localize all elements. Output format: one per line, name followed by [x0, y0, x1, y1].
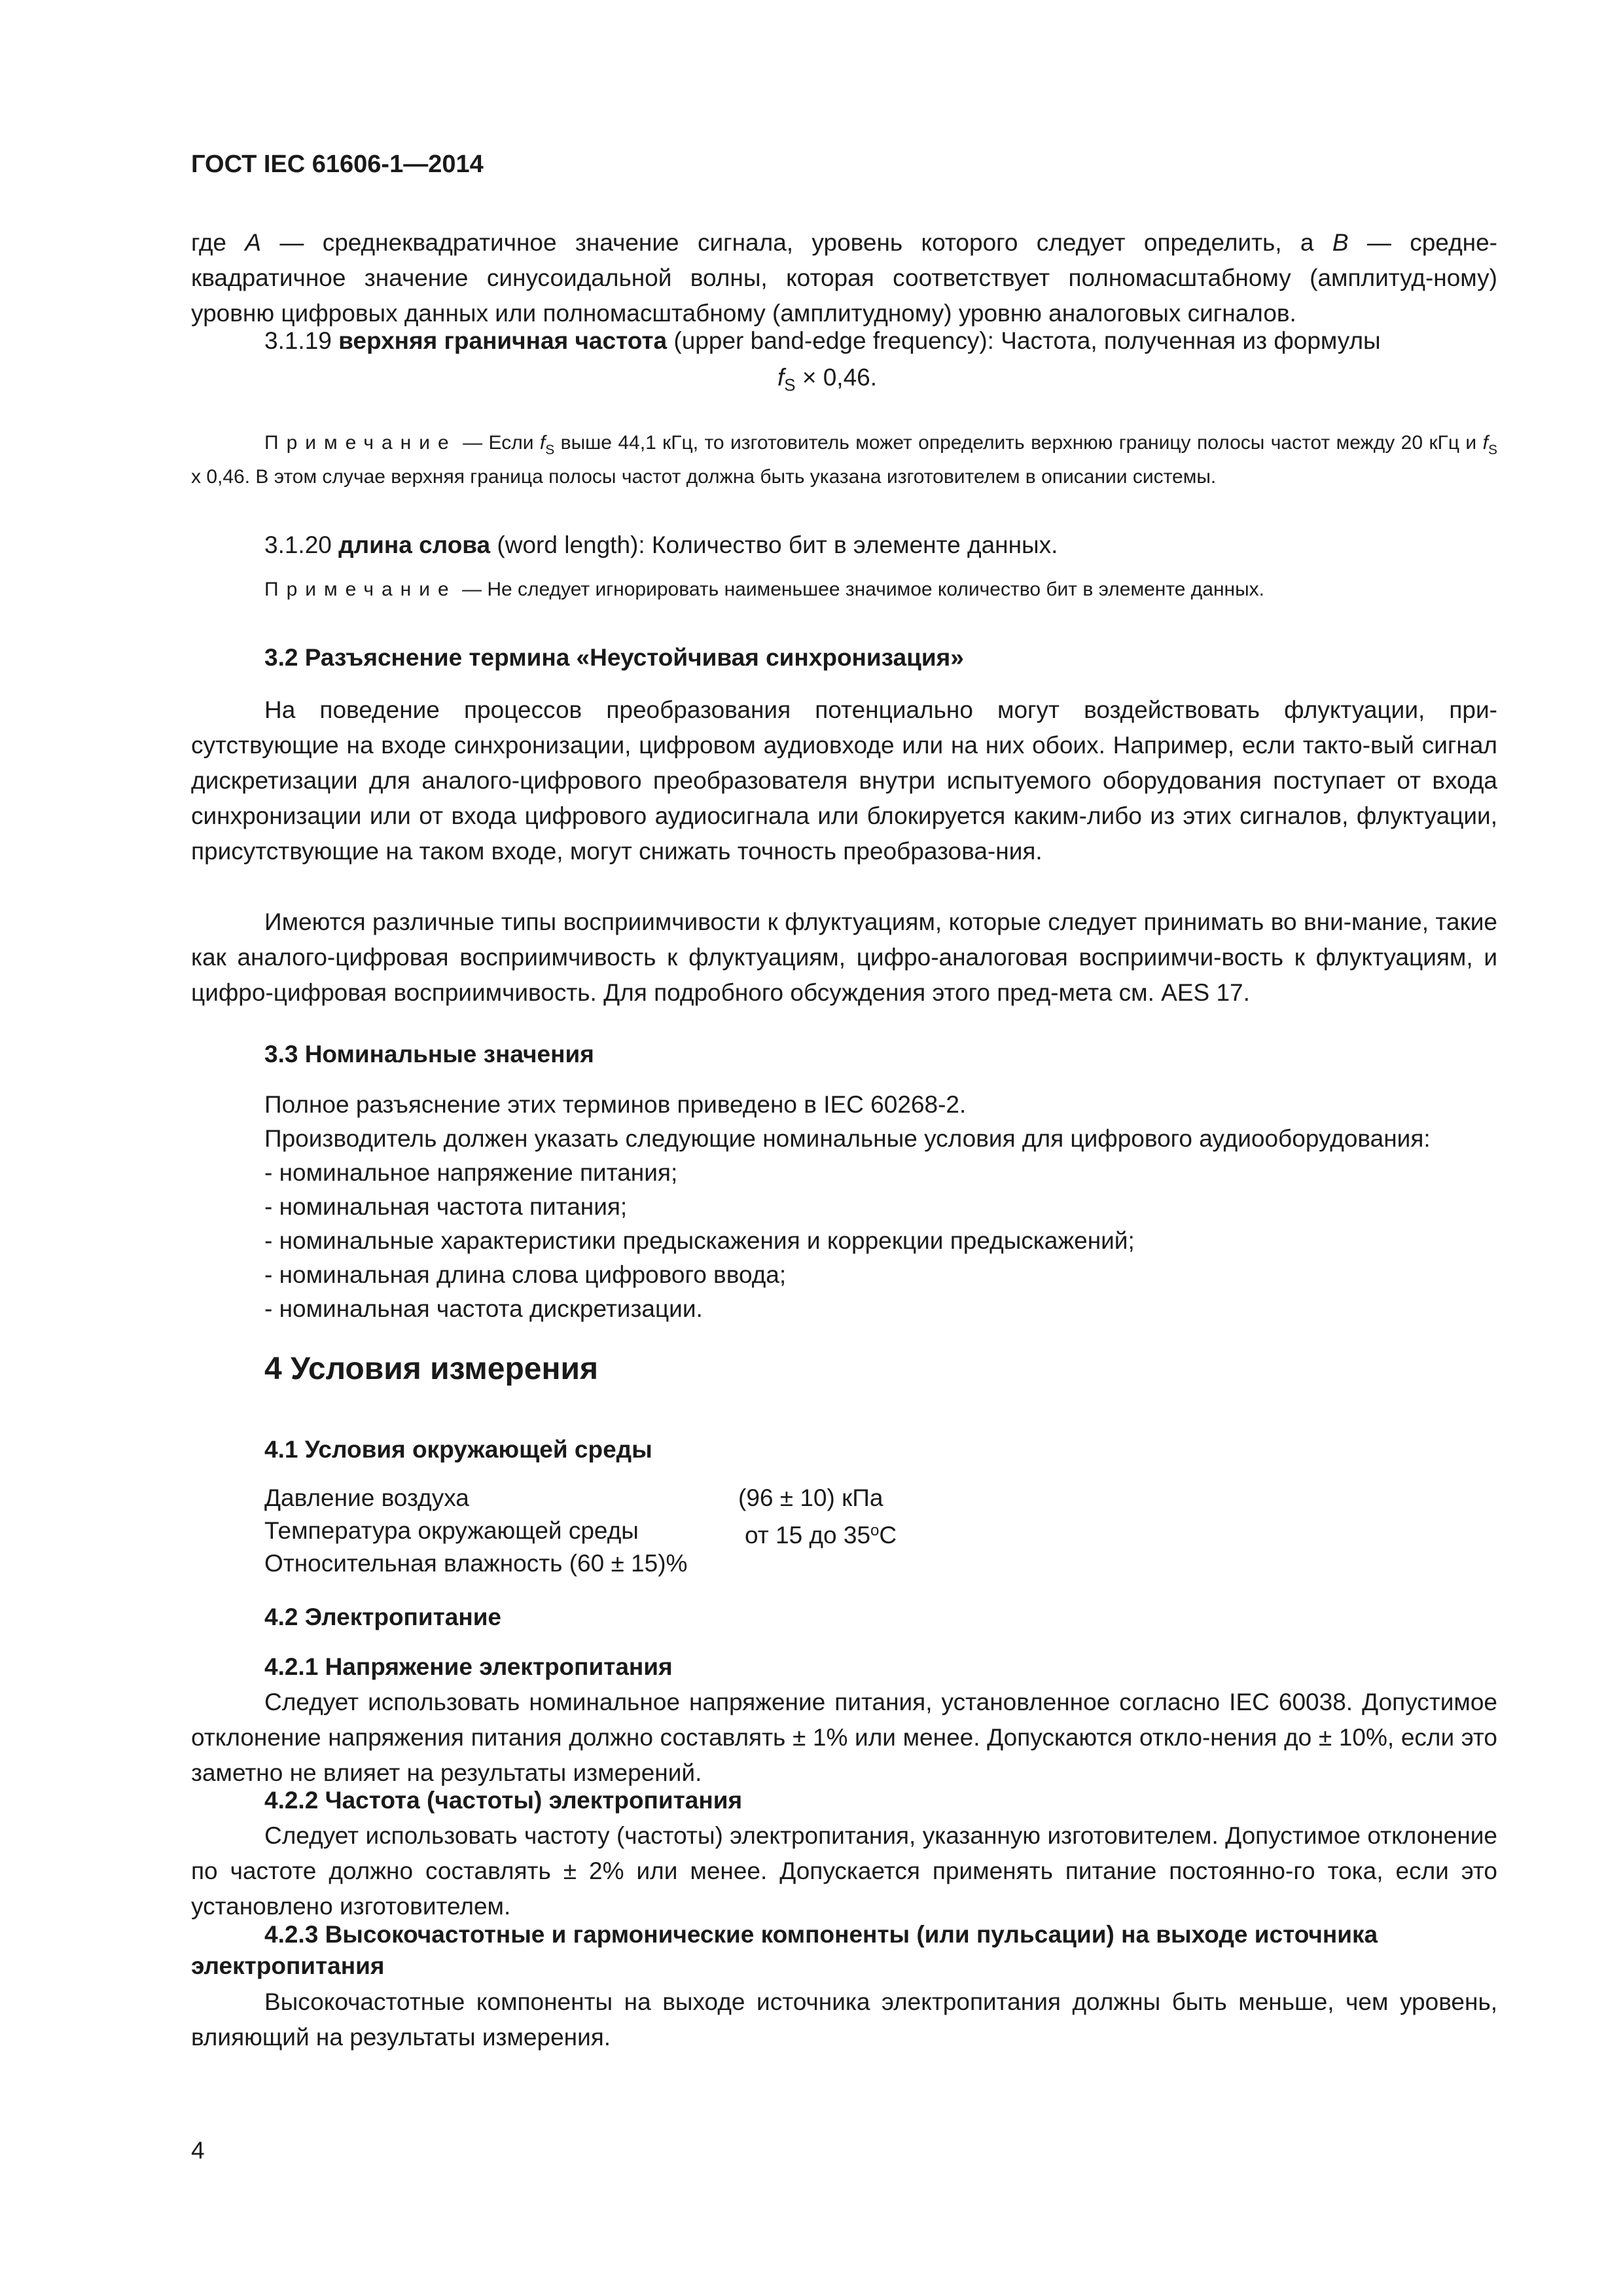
- section-3-2-paragraph-1: На поведение процессов преобразования потенциально могут воздействовать флуктуации, при-сутствующие на входе синхронизации, цифровом аудиовходе или на них обоих. Например, если такто-вый сигнал дискретизации для аналого-цифрового преобразователя внутри испытуемого оборудования поступает от входа синхронизации или от входа цифрового аудиосигнала или блокируется каким-либо из этих сигналов, флуктуации, присутствующие на таком входе, могут снижать точность преобразова-ния.: [191, 696, 1497, 865]
- document-header: ГОСТ IEC 61606-1—2014: [191, 151, 484, 178]
- section-3-3-title: 3.3 Номинальные значения: [264, 1041, 594, 1067]
- term-name: верхняя граничная частота: [338, 327, 668, 354]
- note-label: Примечание: [264, 432, 457, 454]
- section-4-2-2-text: Следует использовать частоту (частоты) электропитания, указанную изготовителем. Допустимое отклонение по частоте должно составлять ± 2% или менее. Допускается применять питание постоянно-го тока, если это установлено изготовителем.: [191, 1822, 1497, 1920]
- var-a: A: [245, 229, 262, 256]
- section-3-3-body: [264, 1088, 1431, 1326]
- term-3-1-20: 3.1.20 длина слова (word length): Количество бит в элементе данных.: [264, 531, 1058, 558]
- section-4-1-title: 4.1 Условия окружающей среды: [264, 1436, 652, 1463]
- environment-conditions: [264, 1482, 1246, 1587]
- note-2: Примечание — Не следует игнорировать наименьшее значимое количество бит в элементе данных.: [264, 579, 1264, 600]
- list-item: - номинальная длина слова цифрового ввода;: [264, 1261, 787, 1288]
- section-3-2-title: 3.2 Разъяснение термина «Неустойчивая синхронизация»: [264, 644, 964, 671]
- formula: $f_S \times 0,46$.: [777, 364, 878, 395]
- note-label: Примечание: [264, 579, 457, 600]
- env-row-label: Давление воздуха: [264, 1484, 469, 1511]
- section-4-2-1-text: Следует использовать номинальное напряжение питания, установленное согласно IEC 60038. Допустимое отклонение напряжения питания должно составлять ± 1% или менее. Допускаются откло-нения до ± 10%, если это заметно не влияет на результаты измерений.: [191, 1689, 1497, 1786]
- section-3-3-line-2: Производитель должен указать следующие номинальные условия для цифрового аудиооборудования:: [264, 1125, 1431, 1152]
- note-1: Примечание — Если $f_S$ выше 44,1 кГц, то изготовитель может определить верхнюю границу полосы частот между 20 кГц и $f_S$ х 0,46. В этом случае верхняя граница полосы частот должна быть указана изготовителем в описании системы.: [191, 432, 1497, 488]
- section-3-2-paragraph-2: Имеются различные типы восприимчивости к флуктуациям, которые следует принимать во вни-мание, такие как аналого-цифровая восприимчивость к флуктуациям, цифро-аналоговая восприимчи-вость к флуктуациям, и цифро-цифровая восприимчивость. Для подробного обсуждения этого пред-мета см. AES 17.: [191, 908, 1497, 1006]
- term-3-1-19: 3.1.19 верхняя граничная частота (upper band-edge frequency): Частота, полученная из формулы: [264, 327, 1381, 354]
- list-item: - номинальное напряжение питания;: [264, 1159, 678, 1186]
- list-item: - номинальная частота дискретизации.: [264, 1295, 703, 1322]
- env-row-label: Температура окружающей среды: [264, 1517, 639, 1544]
- list-item: - номинальные характеристики предыскажения и коррекции предыскажений;: [264, 1227, 1135, 1254]
- var-b: B: [1332, 229, 1349, 256]
- section-4-2-2-title: 4.2.2 Частота (частоты) электропитания: [264, 1787, 743, 1814]
- page-number: 4: [191, 2137, 205, 2164]
- env-row-value: (96 ± 10) кПа: [738, 1484, 883, 1511]
- section-4-title: 4 Условия измерения: [264, 1352, 598, 1386]
- intro-paragraph: где A — среднеквадратичное значение сигнала, уровень которого следует определить, а B — средне-квадратичное значение синусоидальной волны, которая соответствует полномасштабному (амплитуд-ному) уровню цифровых данных или полномасштабному (амплитудному) уровню аналоговых сигналов.: [191, 229, 1497, 327]
- term-name: длина слова: [338, 531, 491, 558]
- env-row-value: от 15 до 35$^o$C: [745, 1522, 897, 1549]
- section-4-2-title: 4.2 Электропитание: [264, 1604, 502, 1630]
- section-4-2-3-text: Высокочастотные компоненты на выходе источника электропитания должны быть меньше, чем уровень, влияющий на результаты измерения.: [191, 1988, 1497, 2051]
- section-4-2-3-title: 4.2.3 Высокочастотные и гармонические компоненты (или пульсации) на выходе источника электропитания: [191, 1921, 1378, 1979]
- section-3-3-line-1: Полное разъяснение этих терминов приведено в IEC 60268-2.: [264, 1091, 967, 1118]
- list-item: - номинальная частота питания;: [264, 1193, 628, 1220]
- section-4-2-1-title: 4.2.1 Напряжение электропитания: [264, 1653, 673, 1680]
- env-row-label: Относительная влажность (60 ± 15)%: [264, 1550, 688, 1577]
